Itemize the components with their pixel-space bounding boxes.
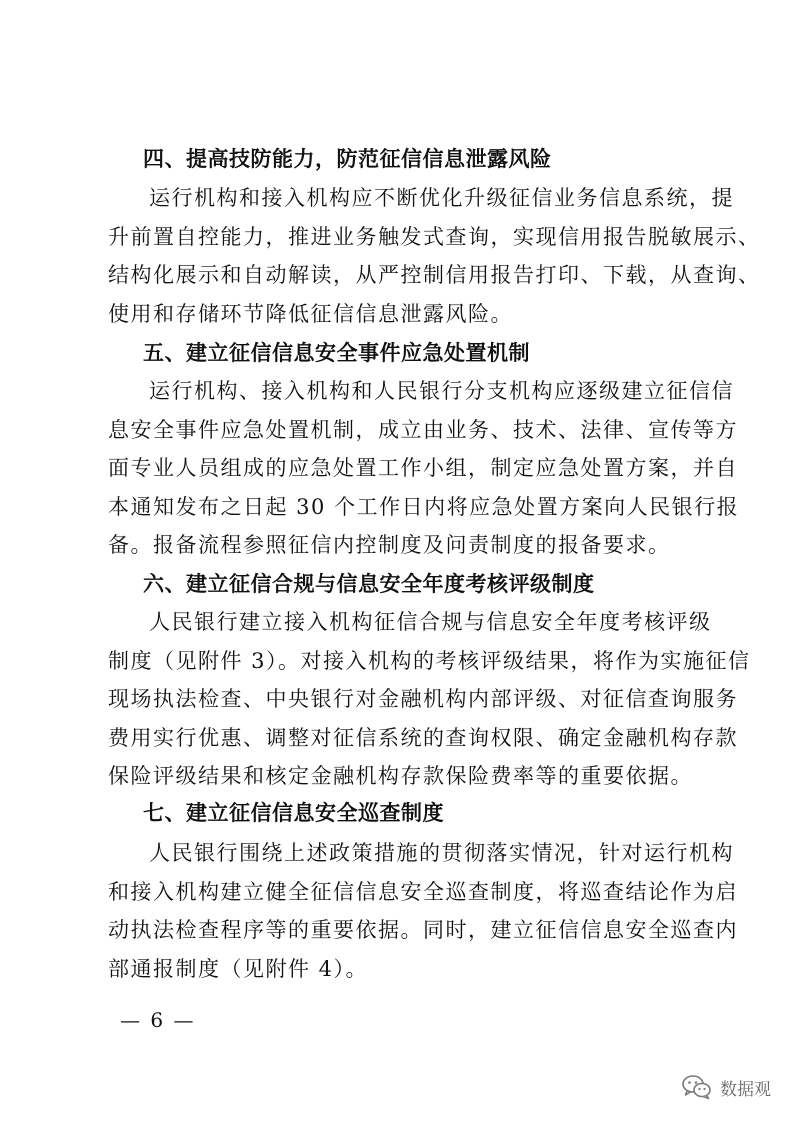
section-paragraph: [108, 603, 751, 796]
watermark: [682, 1072, 771, 1102]
watermark-text: 数据观: [720, 1079, 771, 1100]
paragraph-line: 升前置自控能力，推进业务触发式查询，实现信用报告脱敏展示、: [108, 224, 761, 249]
section-heading: 六、建立征信合规与信息安全年度考核评级制度: [143, 572, 595, 596]
section-paragraph: [108, 372, 740, 565]
section-paragraph: [108, 179, 761, 333]
paragraph-line: 保险评级结果和核定金融机构存款保险费率等的重要依据。: [108, 764, 693, 788]
paragraph-line: 和接入机构建立健全征信信息安全巡查制度，将巡查结论作为启: [108, 879, 738, 904]
paragraph-line: 运行机构、接入机构和人民银行分支机构应逐级建立征信信: [149, 379, 734, 403]
wechat-icon: [682, 1074, 712, 1100]
section-heading: 五、建立征信信息安全事件应急处置机制: [143, 341, 530, 365]
paragraph-line: 结构化展示和自动解读，从严控制信用报告打印、下载，从查询、: [108, 263, 761, 287]
paragraph-line: 使用和存储环节降低征信信息泄露风险。: [108, 301, 513, 326]
paragraph-line: 现场执法检查、中央银行对金融机构内部评级、对征信查询服务: [108, 687, 738, 711]
paragraph-line: 息安全事件应急处置机制，成立由业务、技术、法律、宣传等方: [108, 417, 738, 442]
paragraph-line: 部通报制度（见附件 4）。: [108, 956, 369, 981]
paragraph-line: 动执法检查程序等的重要依据。同时，建立征信信息安全巡查内: [108, 918, 738, 942]
section-heading: 四、提高技防能力，防范征信信息泄露风险: [143, 147, 552, 171]
paragraph-line: 面专业人员组成的应急处置工作小组，制定应急处置方案，并自: [108, 456, 738, 480]
section-paragraph: [108, 834, 738, 988]
paragraph-line: 人民银行建立接入机构征信合规与信息安全年度考核评级: [149, 610, 712, 634]
paragraph-line: 人民银行围绕上述政策措施的贯彻落实情况，针对运行机构: [149, 841, 734, 865]
paragraph-line: 费用实行优惠、调整对征信系统的查询权限、确定金融机构存款: [108, 725, 738, 750]
paragraph-line: 本通知发布之日起 30 个工作日内将应急处置方案向人民银行报: [108, 494, 740, 519]
paragraph-line: 备。报备流程参照征信内控制度及问责制度的报备要求。: [108, 533, 671, 557]
page-number: — 6 —: [120, 1008, 196, 1032]
paragraph-line: 制度（见附件 3）。对接入机构的考核评级结果，将作为实施征信: [108, 648, 751, 673]
section-heading: 七、建立征信信息安全巡查制度: [143, 801, 444, 825]
paragraph-line: 运行机构和接入机构应不断优化升级征信业务信息系统，提: [149, 186, 734, 210]
